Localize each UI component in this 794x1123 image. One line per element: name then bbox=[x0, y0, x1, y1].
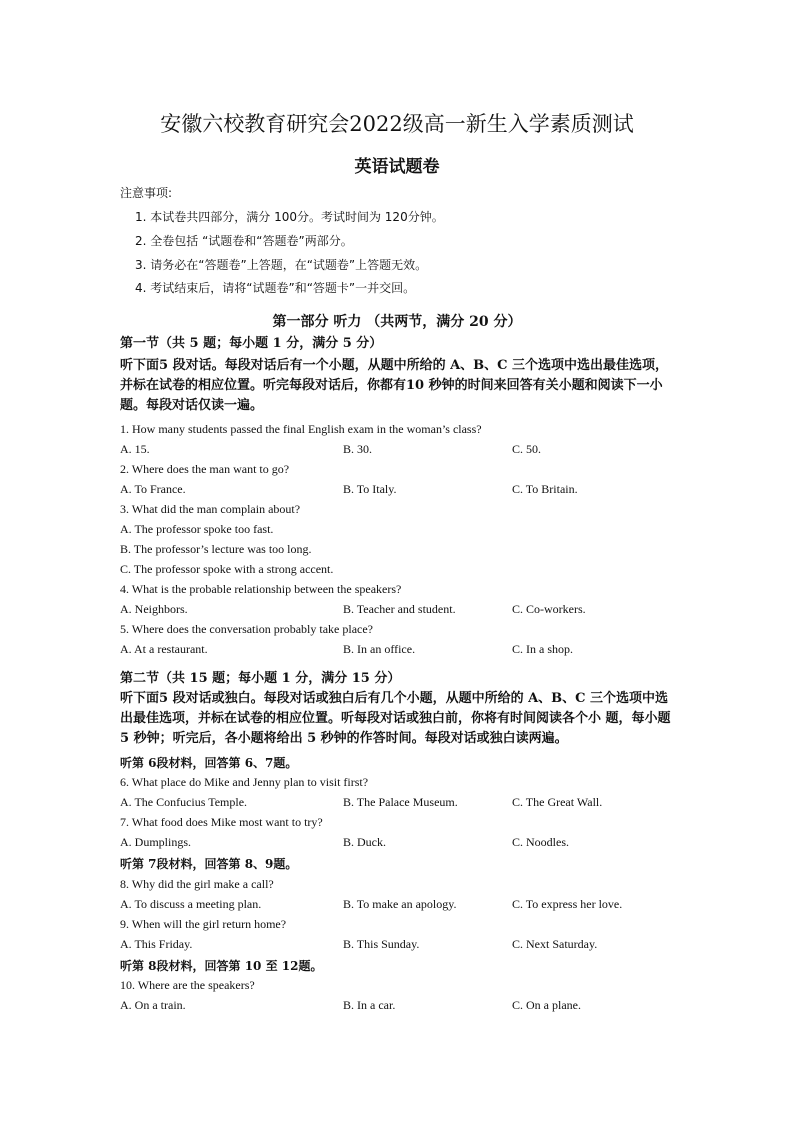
option-a: A. The Confucius Temple. bbox=[120, 795, 248, 809]
option-b: B. In a car. bbox=[343, 998, 396, 1012]
option-c: C. The Great Wall. bbox=[512, 795, 603, 809]
question-stem: 4. What is the probable relationship between the speakers? bbox=[120, 582, 402, 596]
question-stem: 5. Where does the conversation probably take place? bbox=[120, 622, 374, 636]
note-item: 2. 全卷包括 “试题卷和“答题卷”两部分。 bbox=[135, 234, 353, 248]
section2-heading: 第二节（共 15 题；每小题 1 分，满分 15 分） bbox=[120, 671, 401, 686]
question-stem: 2. Where does the man want to go? bbox=[120, 462, 290, 476]
note-item: 3. 请务必在“答题卷”上答题，在“试题卷”上答题无效。 bbox=[135, 258, 428, 272]
option-c: C. Co-workers. bbox=[512, 602, 586, 616]
option-b: B. The Palace Museum. bbox=[343, 795, 458, 809]
option-a: A. Neighbors. bbox=[120, 602, 188, 616]
material-heading: 听第 8段材料，回答第 10 至 12题。 bbox=[120, 959, 323, 973]
option-a: A. 15. bbox=[120, 442, 150, 456]
section2-instruction: 听下面5 段对话或独白。每段对话或独白后有几个小题，从题中所给的 A、B、C 三个选项中选出最佳选项，并标在试卷的相应位置。听每段对话或独白前，你将有时间阅读各个小 题，每小题 5 秒钟；听完后，各小题将给出 5 秒钟的作答时间。每段对话或独白读两遍。 bbox=[120, 691, 671, 746]
option-c: C. Next Saturday. bbox=[512, 937, 598, 951]
notes-heading: 注意事项: bbox=[120, 186, 173, 200]
section1-instruction: 听下面5 段对话。每段对话后有一个小题，从题中所给的 A、B、C 三个选项中选出最佳选项，并标在试卷的相应位置。听完每段对话后，你都有10 秒钟的时间来回答有关小题和阅读下一小题。每段对话仅读一遍。 bbox=[120, 358, 669, 413]
option-c: C. Noodles. bbox=[512, 835, 569, 849]
option-b: B. This Sunday. bbox=[343, 937, 420, 951]
option-b: B. In an office. bbox=[343, 642, 416, 656]
question-stem: 10. Where are the speakers? bbox=[120, 978, 255, 992]
option-a: A. At a restaurant. bbox=[120, 642, 208, 656]
option-a: A. The professor spoke too fast. bbox=[120, 522, 274, 536]
question-stem: 8. Why did the girl make a call? bbox=[120, 877, 274, 891]
option-b: B. Teacher and student. bbox=[343, 602, 456, 616]
option-c: C. On a plane. bbox=[512, 998, 581, 1012]
material-heading: 听第 7段材料，回答第 8、9题。 bbox=[120, 857, 298, 871]
page-subtitle: 英语试题卷 bbox=[354, 157, 440, 177]
option-b: B. To Italy. bbox=[343, 482, 397, 496]
option-c: C. To Britain. bbox=[512, 482, 578, 496]
option-c: C. To express her love. bbox=[512, 897, 623, 911]
option-b: B. To make an apology. bbox=[343, 897, 457, 911]
option-a: A. To France. bbox=[120, 482, 186, 496]
question-stem: 7. What food does Mike most want to try? bbox=[120, 815, 323, 829]
question-stem: 1. How many students passed the final English exam in the woman’s class? bbox=[120, 422, 482, 436]
option-c: C. In a shop. bbox=[512, 642, 573, 656]
option-c: C. The professor spoke with a strong accent. bbox=[120, 562, 334, 576]
note-item: 1. 本试卷共四部分，满分 100分。考试时间为 120分钟。 bbox=[135, 210, 444, 224]
material-heading: 听第 6段材料，回答第 6、7题。 bbox=[120, 756, 298, 770]
option-b: B. The professor’s lecture was too long. bbox=[120, 542, 312, 556]
page-title: 安徽六校教育研究会2022级高一新生入学素质测试 bbox=[160, 112, 634, 136]
part1-heading: 第一部分 听力 （共两节，满分 20 分） bbox=[272, 314, 522, 330]
option-b: B. 30. bbox=[343, 442, 373, 456]
question-stem: 9. When will the girl return home? bbox=[120, 917, 287, 931]
option-a: A. On a train. bbox=[120, 998, 186, 1012]
question-stem: 3. What did the man complain about? bbox=[120, 502, 301, 516]
option-a: A. To discuss a meeting plan. bbox=[120, 897, 262, 911]
option-c: C. 50. bbox=[512, 442, 542, 456]
note-item: 4. 考试结束后，请将“试题卷”和“答题卡”一并交回。 bbox=[135, 281, 416, 295]
question-stem: 6. What place do Mike and Jenny plan to visit first? bbox=[120, 775, 369, 789]
option-a: A. This Friday. bbox=[120, 937, 193, 951]
section1-heading: 第一节（共 5 题；每小题 1 分，满分 5 分） bbox=[120, 336, 383, 351]
option-b: B. Duck. bbox=[343, 835, 386, 849]
option-a: A. Dumplings. bbox=[120, 835, 192, 849]
